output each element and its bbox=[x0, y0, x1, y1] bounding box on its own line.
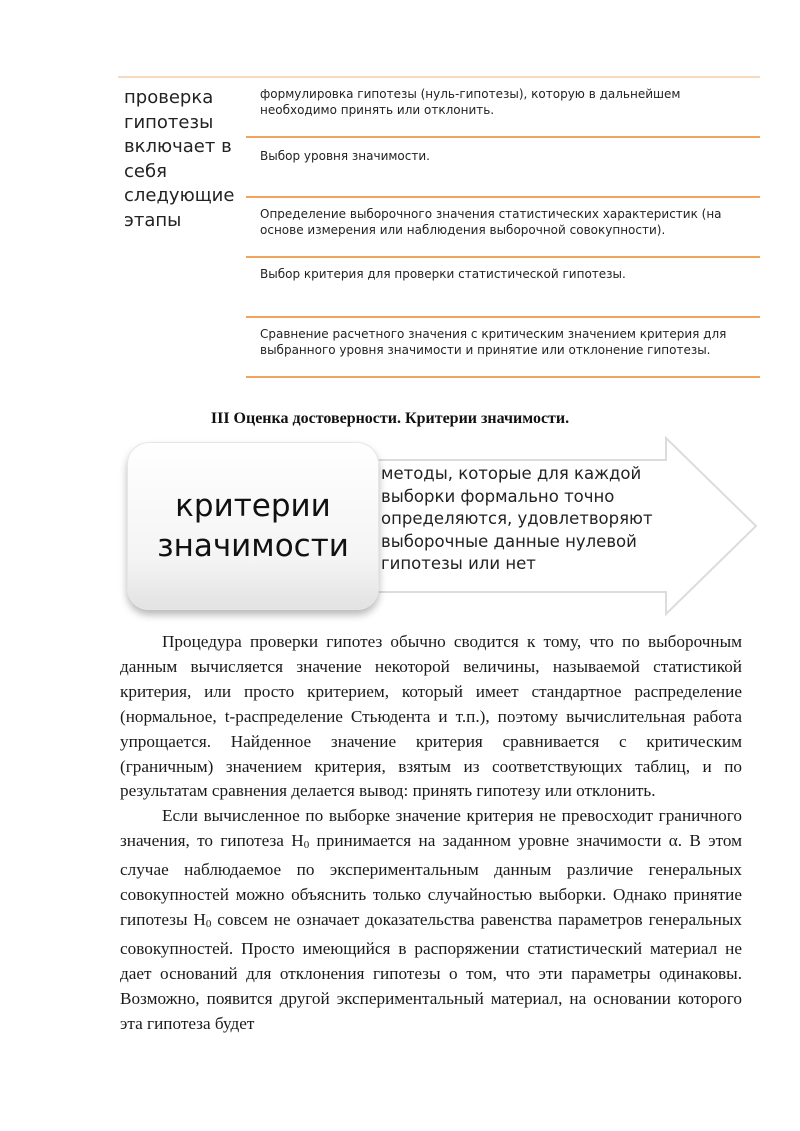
criteria-definition: методы, которые для каждой выборки формально точно определяются, удовлетворяют выборочные данные нулевой гипотезы или нет bbox=[381, 464, 653, 573]
section-heading: III Оценка достоверности. Критерии значимости. bbox=[210, 410, 570, 427]
paragraph-1: Процедура проверки гипотез обычно сводится к тому, что по выборочным данным вычисляется значение некоторой величины, называемой статистикой критерия, или просто критерием, который имеет стандартное распределение (нормальное, t-распределение Стьюдента и т.п.), поэтому вычислительная работа упрощается. Найденное значение критерия сравнивается с критическим (граничным) значением критерия, взятым из соответствующих таблиц, и по результатам сравнения делается вывод: принять гипотезу или отклонить. bbox=[120, 632, 742, 801]
paragraph-2: Если вычисленное по выборке значение критерия не превосходит граничного значения, то гипотеза $H_0$ принимается на заданном уровне значимости α. В этом случае наблюдаемое по экспериментальным данным различие генеральных совокупностей можно объяснить только случайностью выборки. Однако принятие гипотезы $H_0$ совсем не означает доказательства равенства параметров генеральных совокупностей. Просто имеющийся в распоряжении статистический материал не дает оснований для отклонения гипотезы о том, что эти параметры одинаковы. Возможно, появится другой экспериментальный материал, на основании которого эта гипотеза будет bbox=[120, 806, 742, 1033]
stages-list bbox=[246, 78, 760, 378]
stage-2: Выбор уровня значимости. bbox=[246, 138, 760, 198]
stage-1: формулировка гипотезы (нуль-гипотезы), которую в дальнейшем необходимо принять или отклонить. bbox=[246, 78, 760, 138]
stage-3: Определение выборочного значения статистических характеристик (на основе измерения или наблюдения выборочной совокупности). bbox=[246, 198, 760, 258]
body-text bbox=[120, 630, 742, 1037]
stages-label: проверка гипотезы включает в себя следующие этапы bbox=[124, 87, 235, 231]
criteria-term-box bbox=[127, 442, 379, 610]
stage-4: Выбор критерия для проверки статистической гипотезы. bbox=[246, 258, 760, 318]
stage-5: Сравнение расчетного значения с критическим значением критерия для выбранного уровня значимости и принятие или отклонение гипотезы. bbox=[246, 318, 760, 378]
criteria-term: критерии значимости bbox=[157, 488, 349, 564]
